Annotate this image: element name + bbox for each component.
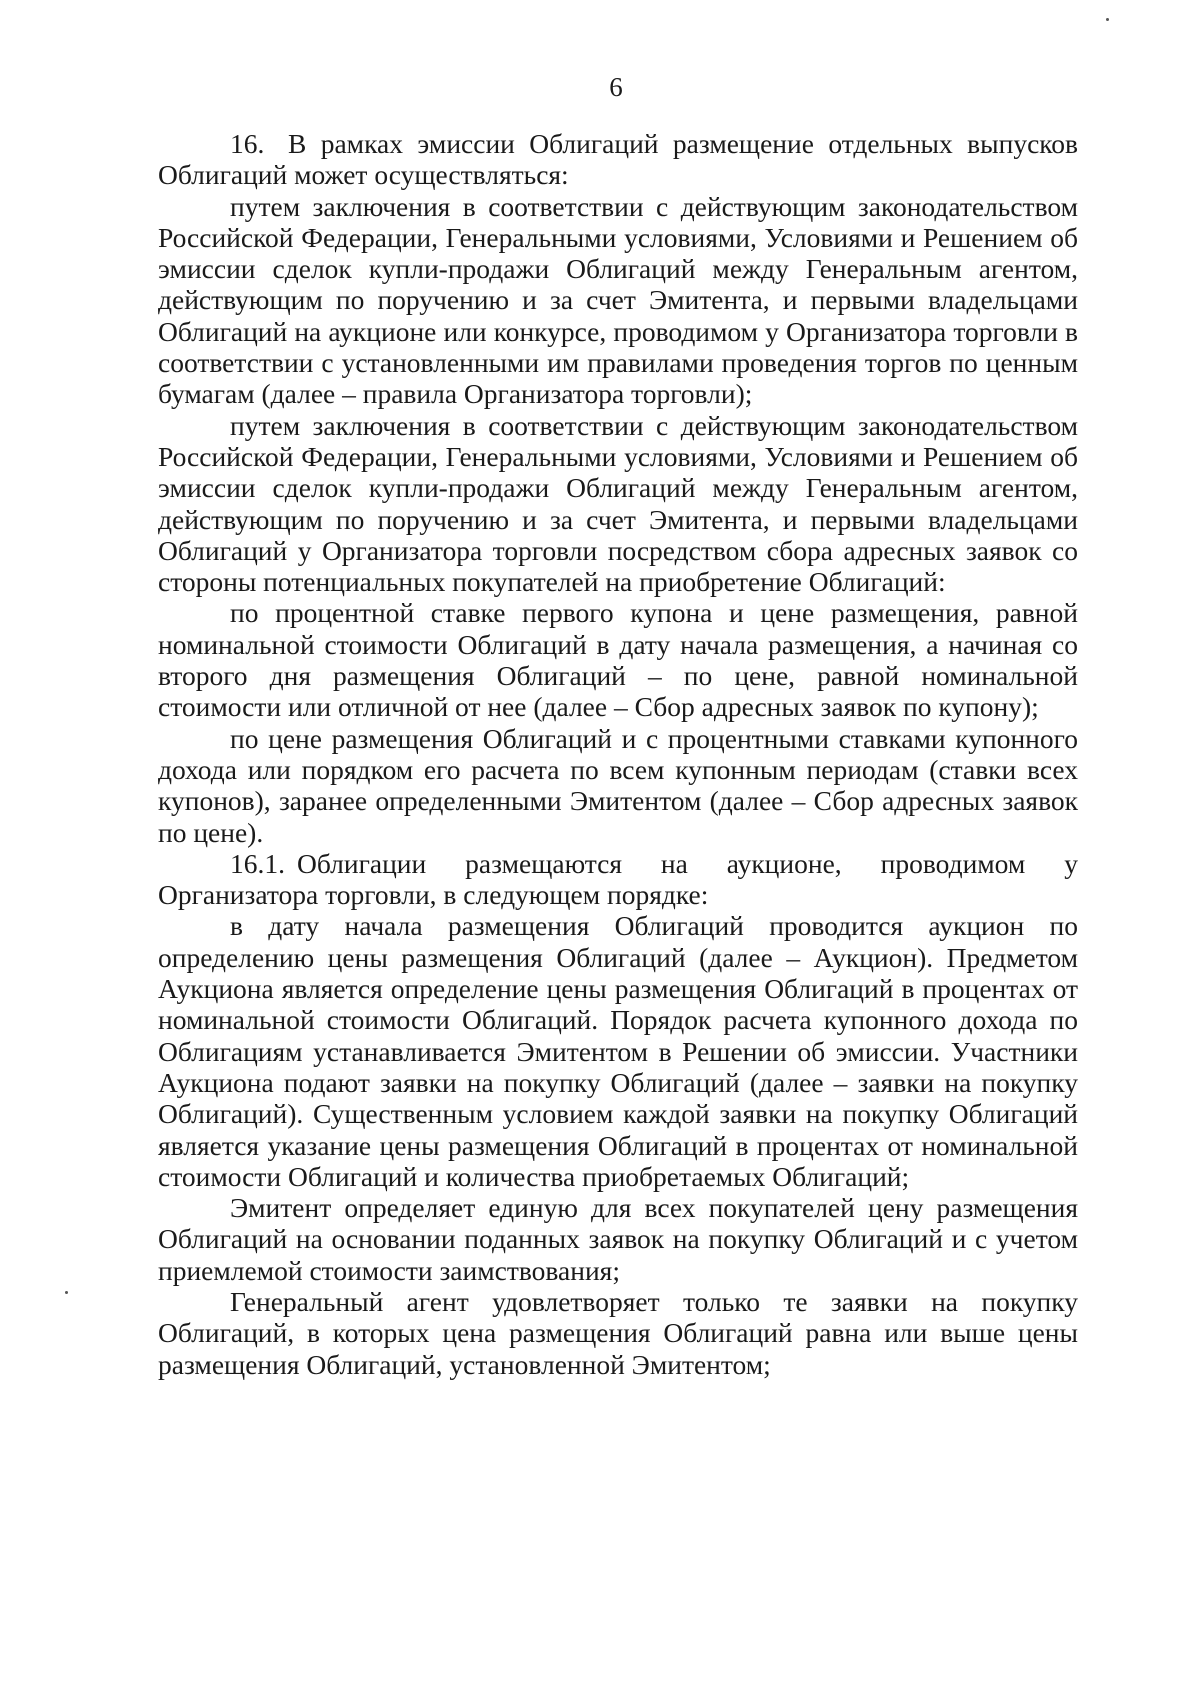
paragraph-issuer-price: Эмитент определяет единую для всех покупателей цену размещения Облигаций на основании поданных заявок на покупку Облигаций и с учетом приемлемой стоимости заимствования; <box>158 1192 1078 1286</box>
paragraph-auction-method: путем заключения в соответствии с действующим законодательством Российской Федерации, Генеральными условиями, Условиями и Решением об эмиссии сделок купли-продажи Облигаций между Генеральным агентом, действующим по поручению и за счет Эмитента, и первыми владельцами Облигаций на аукционе или конкурсе, проводимом у Организатора торговли в соответствии с установленными им правилами проведения торгов по ценным бумагам (далее – правила Организатора торговли); <box>158 190 1078 410</box>
scan-speck <box>65 1291 68 1294</box>
clause-number: 16.1. <box>230 847 285 879</box>
paragraph-16 <box>158 128 1078 191</box>
scan-speck <box>1106 18 1109 21</box>
paragraph-bookbuilding-method: путем заключения в соответствии с действующим законодательством Российской Федерации, Генеральными условиями, Условиями и Решением об эмиссии сделок купли-продажи Облигаций между Генеральным агентом, действующим по поручению и за счет Эмитента, и первыми владельцами Облигаций у Организатора торговли посредством сбора адресных заявок со стороны потенциальных покупателей на приобретение Облигаций: <box>158 409 1078 598</box>
paragraph-agent-satisfies: Генеральный агент удовлетворяет только те заявки на покупку Облигаций, в которых цена размещения Облигаций равна или выше цены размещения Облигаций, установленной Эмитентом; <box>158 1285 1078 1380</box>
document-body <box>158 128 1078 1380</box>
paragraph-text: В рамках эмиссии Облигаций размещение отдельных выпусков Облигаций может осуществляться: <box>158 128 1078 191</box>
paragraph-auction-date: в дату начала размещения Облигаций проводится аукцион по определению цены размещения Облигаций (далее – Аукцион). Предметом Аукциона является определение цены размещения Облигаций в процентах от номинальной стоимости Облигаций. Порядок расчета купонного дохода по Облигациям устанавливается Эмитентом в Решении об эмиссии. Участники Аукциона подают заявки на покупку Облигаций (далее – заявки на покупку Облигаций). Существенным условием каждой заявки на покупку Облигаций является указание цены размещения Облигаций в процентах от номинальной стоимости Облигаций и количества приобретаемых Облигаций; <box>158 910 1078 1192</box>
paragraph-price-bookbuilding: по цене размещения Облигаций и с процентными ставками купонного дохода или порядком его расчета по всем купонным периодам (ставки всех купонов), заранее определенными Эмитентом (далее – Сбор адресных заявок по цене). <box>158 722 1078 848</box>
paragraph-text: Облигации размещаются на аукционе, проводимом у Организатора торговли, в следующем порядке: <box>158 847 1078 911</box>
page-number: 6 <box>609 72 623 102</box>
paragraph-coupon-bookbuilding: по процентной ставке первого купона и цене размещения, равной номинальной стоимости Облигаций в дату начала размещения, а начиная со второго дня размещения Облигаций – по цене, равной номинальной стоимости или отличной от нее (далее – Сбор адресных заявок по купону); <box>158 597 1078 723</box>
paragraph-16-1 <box>158 848 1078 911</box>
clause-number: 16. <box>230 128 265 159</box>
